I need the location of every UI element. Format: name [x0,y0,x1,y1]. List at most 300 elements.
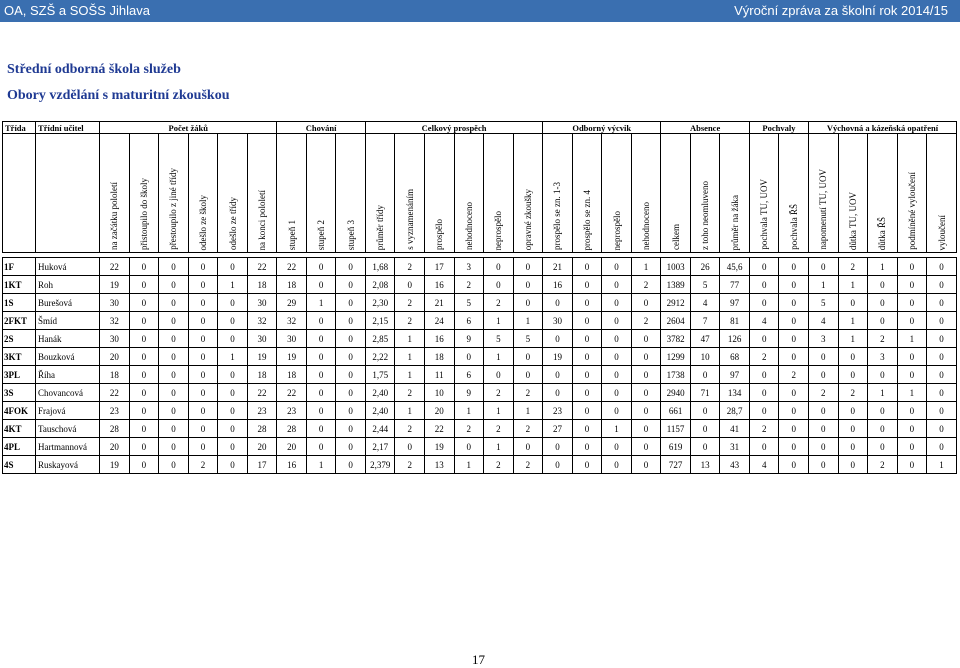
value-cell: 0 [218,330,248,348]
value-cell: 18 [100,366,130,384]
value-cell: 619 [661,438,691,456]
value-cell: 0 [572,420,602,438]
value-cell: 0 [897,402,927,420]
value-cell: 1299 [661,348,691,366]
column-header [484,134,514,253]
teacher-cell: Frajová [36,402,100,420]
value-cell: 30 [543,312,573,330]
value-cell: 0 [779,330,809,348]
column-header [513,134,543,253]
value-cell: 21 [543,258,573,276]
value-cell: 1,68 [365,258,395,276]
value-cell: 0 [336,366,366,384]
value-cell: 2 [484,420,514,438]
column-header-label: průměr na žáka [729,194,740,250]
value-cell: 0 [188,384,218,402]
value-cell: 97 [720,294,750,312]
header-report-title: Výroční zpráva za školní rok 2014/15 [734,3,948,18]
value-cell: 0 [159,366,189,384]
value-cell: 0 [188,348,218,366]
column-header [277,134,307,253]
value-cell: 1 [306,294,336,312]
column-header-label: s vyznamenáním [404,189,415,250]
column-header [572,134,602,253]
value-cell: 0 [838,294,868,312]
col-group-commendations: Pochvaly [749,122,808,134]
value-cell: 5 [808,294,838,312]
value-cell: 0 [897,438,927,456]
column-header-label: pochvala TU, UOV [759,179,770,250]
column-header [838,134,868,253]
column-header-label: stupeň 3 [345,219,356,250]
column-header-label: neprospělo [611,210,622,250]
value-cell: 0 [336,402,366,420]
value-cell: 0 [306,402,336,420]
document-header-bar [0,0,960,22]
value-cell: 0 [159,312,189,330]
value-cell: 6 [454,312,484,330]
value-cell: 2,40 [365,384,395,402]
value-cell: 30 [100,294,130,312]
column-header [720,134,750,253]
column-header [100,134,130,253]
class-cell: 1F [3,258,36,276]
col-group-disciplinary: Výchovná a kázeňská opatření [808,122,956,134]
teacher-cell: Chovancová [36,384,100,402]
value-cell: 2940 [661,384,691,402]
teacher-cell: Šmíd [36,312,100,330]
value-cell: 0 [188,420,218,438]
value-cell: 0 [159,384,189,402]
value-cell: 0 [779,402,809,420]
value-cell: 22 [247,384,277,402]
value-cell: 1 [395,330,425,348]
value-cell: 0 [159,330,189,348]
value-cell: 0 [572,258,602,276]
value-cell: 23 [543,402,573,420]
value-cell: 29 [277,294,307,312]
table-row [3,456,957,474]
column-header [868,134,898,253]
value-cell: 1 [897,384,927,402]
value-cell: 2,379 [365,456,395,474]
value-cell: 0 [690,366,720,384]
value-cell: 5 [690,276,720,294]
value-cell: 1 [808,276,838,294]
value-cell: 9 [454,330,484,348]
value-cell: 0 [336,456,366,474]
col-group-behaviour: Chování [277,122,366,134]
column-header-label: na konci pololetí [257,189,268,250]
value-cell: 2 [395,456,425,474]
value-cell: 0 [218,312,248,330]
value-cell: 0 [602,456,632,474]
value-cell: 0 [572,348,602,366]
class-cell: 3KT [3,348,36,366]
value-cell: 17 [425,258,455,276]
value-cell: 2 [395,258,425,276]
header-column-row [3,134,957,253]
column-header-label: odešlo ze třídy [227,197,238,250]
value-cell: 0 [897,366,927,384]
value-cell: 0 [129,438,159,456]
column-header-label: pochvala ŘŠ [788,204,799,250]
value-cell: 0 [572,384,602,402]
column-header-label: z toho neomluveno [700,181,711,250]
column-header-label: odešlo ze školy [197,194,208,250]
column-header-label: nehodnoceno [641,202,652,250]
value-cell: 2,22 [365,348,395,366]
col-group-overall-results: Celkový prospěch [365,122,542,134]
value-cell: 18 [247,276,277,294]
value-cell: 23 [277,402,307,420]
value-cell: 0 [749,258,779,276]
value-cell: 20 [247,438,277,456]
value-cell: 0 [336,294,366,312]
value-cell: 0 [631,438,661,456]
value-cell: 2 [484,384,514,402]
value-cell: 0 [868,276,898,294]
value-cell: 7 [690,312,720,330]
value-cell: 0 [188,276,218,294]
value-cell: 2 [484,294,514,312]
value-cell: 0 [838,348,868,366]
value-cell: 0 [218,258,248,276]
value-cell: 30 [277,330,307,348]
column-header-label: napomenutí TU, UOV [818,169,829,250]
value-cell: 0 [868,294,898,312]
col-group-class: Třída [3,122,36,134]
value-cell: 0 [159,348,189,366]
column-header [661,134,691,253]
value-cell: 0 [572,402,602,420]
value-cell: 28 [100,420,130,438]
value-cell: 97 [720,366,750,384]
value-cell: 0 [749,402,779,420]
value-cell: 0 [779,312,809,330]
value-cell: 0 [218,420,248,438]
column-header-label: nehodnoceno [463,202,474,250]
value-cell: 20 [425,402,455,420]
value-cell: 2,08 [365,276,395,294]
value-cell: 0 [129,366,159,384]
column-header-label: prospělo [434,219,445,250]
value-cell: 0 [218,402,248,420]
value-cell: 16 [543,276,573,294]
value-cell: 0 [218,456,248,474]
value-cell: 1 [868,384,898,402]
teacher-cell: Burešová [36,294,100,312]
value-cell: 0 [808,366,838,384]
value-cell: 0 [543,330,573,348]
value-cell: 1 [395,348,425,366]
value-cell: 1 [838,312,868,330]
value-cell: 0 [188,438,218,456]
value-cell: 18 [425,348,455,366]
value-cell: 19 [543,348,573,366]
value-cell: 2 [808,384,838,402]
value-cell: 13 [690,456,720,474]
value-cell: 30 [247,294,277,312]
value-cell: 0 [927,348,957,366]
value-cell: 0 [602,348,632,366]
column-header [425,134,455,253]
value-cell: 0 [779,258,809,276]
table-row [3,312,957,330]
value-cell: 9 [454,384,484,402]
value-cell: 0 [129,384,159,402]
value-cell: 0 [336,312,366,330]
value-cell: 2 [395,384,425,402]
value-cell: 0 [306,438,336,456]
column-header [808,134,838,253]
value-cell: 1 [927,456,957,474]
table-row [3,438,957,456]
value-cell: 0 [808,456,838,474]
value-cell: 2 [838,384,868,402]
value-cell: 0 [543,456,573,474]
value-cell: 0 [159,456,189,474]
value-cell: 19 [247,348,277,366]
value-cell: 4 [749,456,779,474]
table-row [3,294,957,312]
column-header [159,134,189,253]
value-cell: 0 [749,294,779,312]
table-row [3,276,957,294]
class-cell: 2FKT [3,312,36,330]
page-number: 17 [472,652,485,667]
column-header [306,134,336,253]
value-cell: 32 [247,312,277,330]
value-cell: 0 [631,294,661,312]
value-cell: 1 [454,456,484,474]
value-cell: 19 [100,456,130,474]
value-cell: 45,6 [720,258,750,276]
value-cell: 18 [277,366,307,384]
value-cell: 1 [218,276,248,294]
value-cell: 0 [188,294,218,312]
value-cell: 3 [454,258,484,276]
column-header [129,134,159,253]
value-cell: 10 [425,384,455,402]
value-cell: 0 [306,330,336,348]
value-cell: 19 [425,438,455,456]
value-cell: 0 [513,348,543,366]
value-cell: 0 [188,330,218,348]
value-cell: 1 [838,330,868,348]
value-cell: 20 [100,438,130,456]
value-cell: 0 [808,420,838,438]
value-cell: 0 [868,402,898,420]
value-cell: 0 [749,384,779,402]
value-cell: 1 [218,348,248,366]
value-cell: 1 [306,456,336,474]
value-cell: 0 [927,330,957,348]
value-cell: 0 [159,438,189,456]
section-title: Střední odborná škola služeb [7,62,181,77]
value-cell: 41 [720,420,750,438]
value-cell: 2 [513,384,543,402]
value-cell: 26 [690,258,720,276]
value-cell: 0 [897,258,927,276]
value-cell: 0 [631,366,661,384]
teacher-cell: Roh [36,276,100,294]
value-cell: 0 [631,348,661,366]
value-cell: 2,30 [365,294,395,312]
value-cell: 0 [336,330,366,348]
value-cell: 19 [100,276,130,294]
value-cell: 22 [100,384,130,402]
value-cell: 0 [543,384,573,402]
section-subtitle: Obory vzdělání s maturitní zkouškou [7,88,230,103]
value-cell: 21 [425,294,455,312]
column-header-label: podmíněné vyloučení [906,172,917,250]
value-cell: 18 [247,366,277,384]
value-cell: 5 [513,330,543,348]
value-cell: 2 [513,456,543,474]
class-cell: 4FOK [3,402,36,420]
value-cell: 0 [336,420,366,438]
value-cell: 0 [779,294,809,312]
value-cell: 0 [808,348,838,366]
value-cell: 0 [395,438,425,456]
value-cell: 77 [720,276,750,294]
value-cell: 0 [749,366,779,384]
value-cell: 0 [897,420,927,438]
value-cell: 1 [513,312,543,330]
value-cell: 22 [277,258,307,276]
value-cell: 0 [306,366,336,384]
value-cell: 0 [897,312,927,330]
value-cell: 0 [129,258,159,276]
value-cell: 0 [602,366,632,384]
column-header-label: průměr třídy [375,204,386,250]
column-header [602,134,632,253]
value-cell: 2,17 [365,438,395,456]
value-cell: 1 [897,330,927,348]
table-row [3,348,957,366]
value-cell: 27 [543,420,573,438]
value-cell: 0 [927,294,957,312]
value-cell: 1 [484,438,514,456]
value-cell: 0 [129,294,159,312]
value-cell: 1 [631,258,661,276]
column-header [454,134,484,253]
value-cell: 0 [306,312,336,330]
column-header-label: stupeň 2 [316,219,327,250]
value-cell: 1,75 [365,366,395,384]
value-cell: 0 [129,312,159,330]
value-cell: 1389 [661,276,691,294]
value-cell: 0 [749,330,779,348]
value-cell: 0 [749,438,779,456]
value-cell: 23 [100,402,130,420]
value-cell: 0 [690,438,720,456]
value-cell: 0 [572,438,602,456]
value-cell: 0 [690,402,720,420]
value-cell: 0 [572,294,602,312]
table-row [3,366,957,384]
value-cell: 22 [100,258,130,276]
value-cell: 4 [690,294,720,312]
class-header-blank [3,134,36,253]
value-cell: 2 [749,348,779,366]
value-cell: 4 [808,312,838,330]
header-school-name: OA, SZŠ a SOŠS Jihlava [4,3,150,18]
column-header-label: celkem [670,224,681,250]
teacher-cell: Tauschová [36,420,100,438]
value-cell: 0 [779,276,809,294]
value-cell: 1 [484,402,514,420]
class-cell: 4S [3,456,36,474]
value-cell: 0 [218,366,248,384]
column-header-label: stupeň 1 [286,219,297,250]
column-header-label: na začátku pololetí [109,182,120,250]
value-cell: 20 [277,438,307,456]
value-cell: 16 [425,276,455,294]
value-cell: 23 [247,402,277,420]
value-cell: 68 [720,348,750,366]
value-cell: 0 [306,276,336,294]
value-cell: 0 [336,384,366,402]
value-cell: 0 [484,366,514,384]
value-cell: 43 [720,456,750,474]
value-cell: 0 [602,294,632,312]
value-cell: 0 [927,384,957,402]
value-cell: 0 [602,258,632,276]
value-cell: 5 [484,330,514,348]
value-cell: 0 [513,438,543,456]
value-cell: 2 [395,420,425,438]
column-header [247,134,277,253]
value-cell: 0 [838,420,868,438]
value-cell: 71 [690,384,720,402]
value-cell: 2604 [661,312,691,330]
value-cell: 0 [779,456,809,474]
value-cell: 20 [100,348,130,366]
column-header-label: prospělo se zn. 1-3 [552,182,563,250]
value-cell: 0 [336,276,366,294]
value-cell: 81 [720,312,750,330]
table-row [3,420,957,438]
value-cell: 1 [838,276,868,294]
teacher-cell: Hartmannová [36,438,100,456]
value-cell: 0 [188,258,218,276]
value-cell: 3 [808,330,838,348]
value-cell: 0 [572,312,602,330]
value-cell: 0 [129,276,159,294]
column-header-label: přistoupilo do školy [138,177,149,250]
value-cell: 0 [749,276,779,294]
value-cell: 0 [602,276,632,294]
column-header [365,134,395,253]
value-cell: 28,7 [720,402,750,420]
value-cell: 0 [868,312,898,330]
value-cell: 22 [277,384,307,402]
column-header [188,134,218,253]
value-cell: 0 [838,402,868,420]
value-cell: 4 [749,312,779,330]
value-cell: 0 [513,258,543,276]
value-cell: 0 [188,312,218,330]
value-cell: 0 [188,366,218,384]
value-cell: 1 [868,258,898,276]
value-cell: 0 [602,384,632,402]
value-cell: 0 [808,438,838,456]
column-header [927,134,957,253]
class-cell: 3PL [3,366,36,384]
value-cell: 0 [779,384,809,402]
